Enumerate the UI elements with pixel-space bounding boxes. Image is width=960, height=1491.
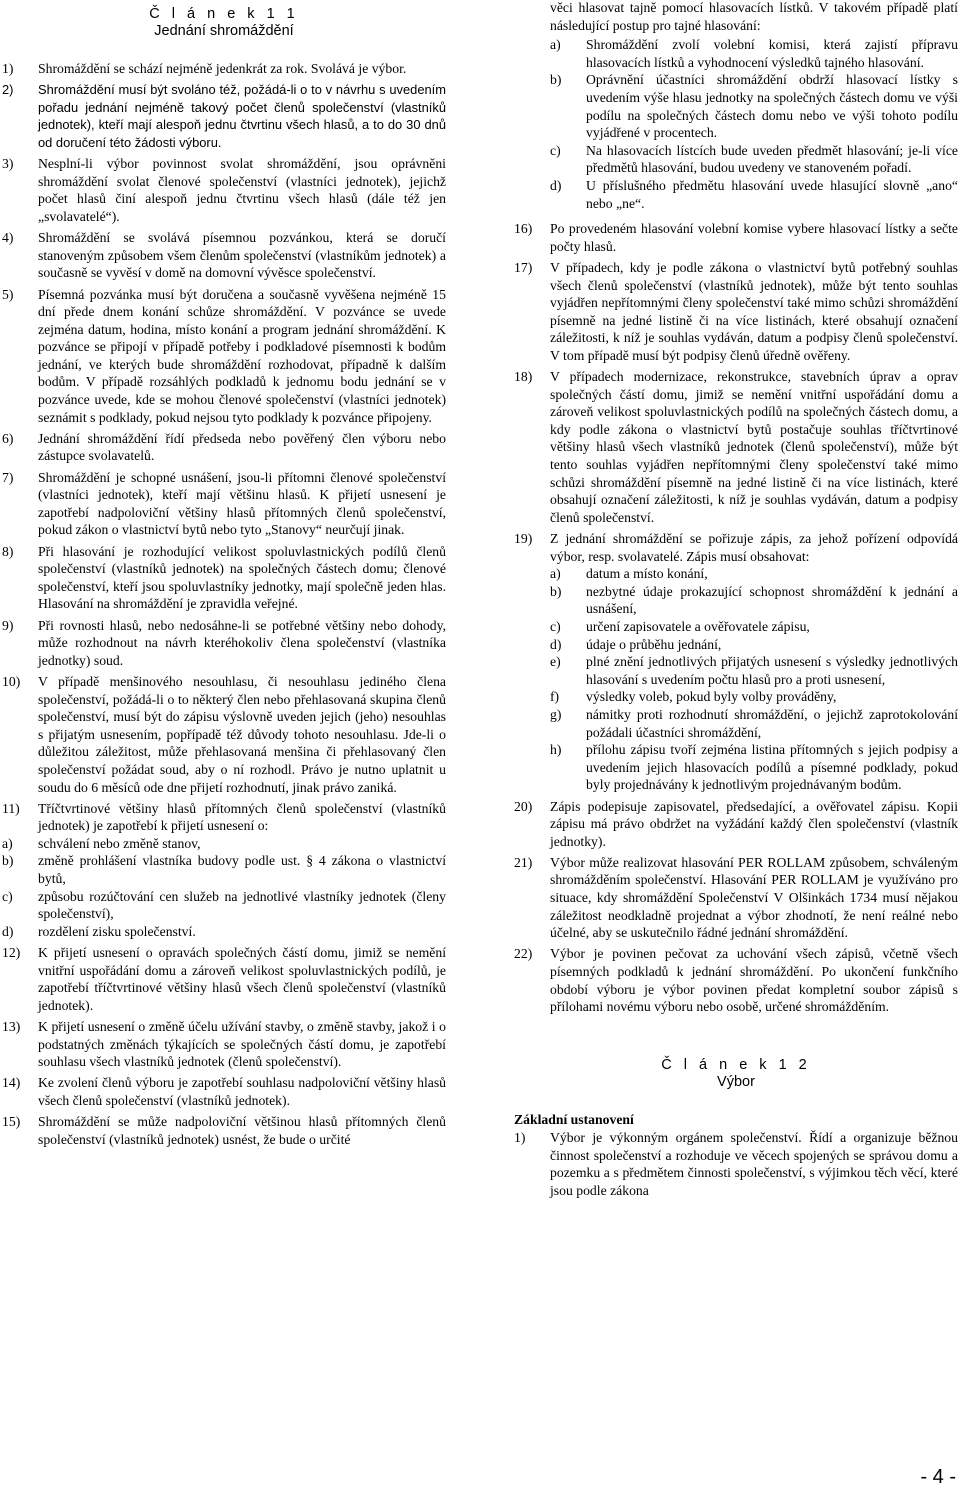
section-heading: Základní ustanovení [514, 1112, 634, 1128]
article-12-title: Č l á n e k 1 2 [661, 1057, 811, 1074]
sublist-item: c) Na hlasovacích lístcích bude uveden předmět hlasování; je-li více předmětů hlasování, budou uvedeny ve stanoveném pořadí. [550, 142, 958, 176]
sublist-item: c) způsobu rozúčtování cen služeb na jednotlivé vlastníky jednotek (členy společenství), [2, 888, 446, 922]
sublist-item: b) změně prohlášení vlastníka budovy podle ust. § 4 zákona o vlastnictví bytů, [2, 853, 446, 887]
list-item: 1) Shromáždění se schází nejméně jedenkrát za rok. Svolává je výbor. [2, 61, 407, 76]
list-item: 4) Shromáždění se svolává písemnou pozvánkou, která se doručí stanoveným způsobem všem členům společenství (vlastníkům jednotek) a současně se vyvěsí v domě na domovní vývěsce společenství. [2, 230, 446, 281]
sublist-item: a) Shromáždění zvolí volební komisi, která zajistí přípravu hlasovacích lístků a vyhodnocení výsledků tajného hlasování. [550, 37, 958, 70]
list-item: 12) K přijetí usnesení o opravách společných částí domu, jimiž se nemění vnitřní uspořádání domu a zároveň velikost spoluvlastnických podílů, je zapotřebí tříčtvrtinové většiny hlasů všech členů společenství (vlastníků jednotek). [2, 945, 446, 1013]
list-item: 16) Po provedeném hlasování volební komise vybere hlasovací lístky a sečte počty hlasů. [514, 221, 958, 254]
list-item: 22) Výbor je povinen pečovat za uchování všech zápisů, včetně všech písemných podkladů k jednání shromáždění. Po ukončení funkčního období výboru je výbor povinen předat kompletní soubor zápisů s přílohami novému výboru nebo osobě, určené shromážděním. [514, 946, 958, 1015]
list-item: 7) Shromáždění je schopné usnášení, jsou-li přítomni členové společenství (vlastníci jednotek), kteří mají většinu hlasů. K přijetí usnesení je zapotřebí nadpoloviční většiny hlasů přítomných členů společenství, pokud zákon o vlastnictví bytů nebo tyto „Stanovy“ neurčují jinak. [2, 469, 446, 538]
sublist-item: f) výsledky voleb, pokud byly volby prováděny, [550, 689, 837, 705]
sublist [550, 36, 958, 212]
article-12-subtitle: Výbor [717, 1074, 755, 1091]
sublist-item: d) rozdělení zisku společenství. [2, 923, 196, 939]
list-item: 13) K přijetí usnesení o změně účelu užívání stavby, o změně stavby, jakož i o podstatných změnách týkajících se společných částí domu, je zapotřebí souhlasu všech vlastníků jednotek (členů společenství). [2, 1019, 446, 1070]
sublist-item: h) přílohu zápisu tvoří zejména listina přítomných s jejich podpisy a uvedením jejich hlasovacích podílů a písemné podklady, pokud byly projednávány k jednotlivým projednávaným bodům. [550, 742, 958, 793]
sublist-item: g) námitky proti rozhodnutí shromáždění, o jejichž zaprotokolování požádali účastníci shromáždění, [550, 706, 958, 740]
list-item: 10) V případě menšinového nesouhlasu, či nesouhlasu jediného člena společenství, požádá-li o to některý člen nebo přehlasovaná skupina členů společenství, musí být do zápisu výslovně uveden jejich (jeho) nesouhlas s přijatým usnesením, popřípadě též důvody tohoto nesouhlasu. Jde-li o důležitou záležitost, může přehlasovaná menšina či přehlasovaný člen společenství požádat soud, aby o ní rozhodl. Právo je nutno uplatnit u soudu do 6 měsíců ode dne přijetí rozhodnutí, jinak právo zaniká. [2, 673, 446, 795]
list-item: 11) Tříčtvrtinové většiny hlasů přítomných členů společenství (vlastníků jednotek) je zapotřebí k přijetí usnesení o: [2, 800, 446, 834]
list-item: 20) Zápis podepisuje zapisovatel, předsedající, a ověřovatel zápisu. Kopii zápisu má právo obdržet na vyžádání každý člen společenství (vlastník jednotky). [514, 798, 958, 849]
list-item: 18) V případech modernizace, rekonstrukce, stavebních úprav a oprav společných částí domu, jimiž se nemění vnitřní uspořádání domu a zároveň velikost spoluvlastnických podílů na společných částech domu, a kdy podle zákona o vlastnictví bytů postačuje souhlas tříčtvrtinové většiny hlasů všech vlastníků jednotek (členů společenství), může být tento souhlas vyjádřen nepřítomnými členy společenství také mimo schůzi shromáždění písemně na jedné listině či na více listinách, které obsahují označení záležitosti, k níž je souhlas vydáván, datum a podpisy členů společenství. [514, 369, 958, 525]
article-11-heading [2, 6, 446, 40]
page-number: - 4 - [920, 1466, 956, 1488]
sublist-item: a) schválení nebo změně stanov, [2, 835, 201, 851]
right-column [514, 0, 958, 1203]
sublist-item: b) nezbytné údaje prokazující schopnost shromáždění k jednání a usnášení, [550, 583, 958, 617]
list-item: 14) Ke zvolení členů výboru je zapotřebí souhlasu nadpoloviční většiny hlasů všech členů společenství (vlastníků jednotek). [2, 1075, 446, 1108]
list-item: 15) Shromáždění se může nadpoloviční většinou hlasů přítomných členů společenství (vlastníků jednotek) usnést, že bude o určité [2, 1114, 446, 1147]
sublist-item: a) datum a místo konání, [550, 566, 708, 582]
sublist [2, 835, 446, 941]
sublist-item: e) plné znění jednotlivých přijatých usnesení s výsledky jednotlivých hlasování s uvedením počtu hlasů pro a proti usnesení, [550, 654, 958, 687]
left-column [2, 0, 446, 1152]
sublist-item: b) Oprávnění účastníci shromáždění obdrží hlasovací lístky s uvedením výše hlasu jednotky na společných částech domu ve výši podílu na společných částech domu nebo ve výši tohoto podílu vyjádřené v procentech. [550, 72, 958, 141]
sublist-item: d) údaje o průběhu jednání, [550, 636, 722, 652]
list-item: 1) Výbor je výkonným orgánem společenství. Řídí a organizuje běžnou činnost společenství a rozhoduje ve věcech spojených se správou domu a pozemku a s předmětem činnosti společenství, s výjimkou těch věcí, které jsou podle zákona [514, 1130, 958, 1198]
list-item: 5) Písemná pozvánka musí být doručena a současně vyvěšena nejméně 15 dní přede dnem konání schůze shromáždění. V pozvánce se uvede zejména datum, hodina, místo konání a program jednání shromáždění. K pozvánce se připojí v případě potřeby i podkladové písemnosti k bodům jednání, ve kterých bude shromáždění rozhodovat, případně k dalším bodům. V případě rozsáhlých podkladů k jednomu bodu jednání se v pozvánce uvede, kde se mohou členové společenství (vlastníci jednotek) seznámit s podklady, pokud nejsou tyto podklady k pozvánce připojeny. [2, 286, 446, 425]
list-item: 3) Nesplní-li výbor povinnost svolat shromáždění, jsou oprávněni shromáždění svolat členové společenství (vlastníci jednotek), jejichž počet hlasů činí alespoň jednu čtvrtinu všech hlasů (dále též jen „svolavatelé“). [2, 156, 446, 224]
article-12-heading [514, 1057, 958, 1091]
list-item: 21) Výbor může realizovat hlasování PER ROLLAM způsobem, schváleným shromážděním společenství. Hlasování PER ROLLAM je využíváno pro situace, kdy shromáždění Společenství V Olšinkách 1734 musí nějakou záležitost neodkladně projednat a výbor zhodnotí, že není reálné nebo účelné, aby se uskutečnilo řádné jednání shromáždění. [514, 854, 958, 941]
list-item: 19) Z jednání shromáždění se pořizuje zápis, za jehož pořízení odpovídá výbor, resp. svolavatelé. Zápis musí obsahovat: [514, 531, 958, 564]
list-item: 17) V případech, kdy je podle zákona o vlastnictví bytů potřebný souhlas všech členů společenství (vlastníků jednotek), může být tento souhlas vyjádřen nepřítomnými členy společenství také mimo schůzi shromáždění písemně na jedné listině či na více listinách, které obsahují označení záležitosti, k níž je souhlas vydáván, datum a podpisy členů společenství. V tom případě musí být podpisy členů úředně ověřeny. [514, 259, 958, 363]
sublist-item: c) určení zapisovatele a ověřovatele zápisu, [550, 618, 810, 634]
article-11-subtitle: Jednání shromáždění [154, 23, 294, 39]
list-item: 9) Při rovnosti hlasů, nebo nedosáhne-li se potřebné většiny nebo dohody, může rozhodnout na návrh kteréhokoliv člena společenství (vlastníka jednotky) soud. [2, 617, 446, 668]
list-item: 8) Při hlasování je rozhodující velikost spoluvlastnických podílů členů společenství (vlastníků jednotek) na společných částech domu; členové společenství, kteří jsou spoluvlastníky jednotky, mají společně jeden hlas. Hlasování na shromáždění je zpravidla veřejné. [2, 543, 446, 612]
item-15-continuation: věci hlasovat tajně pomocí hlasovacích lístků. V takovém případě platí následující postup pro tajné hlasování: [550, 0, 958, 33]
list-item: 2) Shromáždění musí být svoláno též, požádá-li o to v návrhu s uvedením pořadu jednání nejméně takový počet členů společenství (vlastníků jednotek), kteří mají alespoň jednu čtvrtinu všech hlasů, a to do 30 dnů od doručení této žádosti výboru. [2, 82, 446, 150]
list-item: 6) Jednání shromáždění řídí předseda nebo pověřený člen výboru nebo zástupce svolavatelů. [2, 430, 446, 464]
sublist [550, 565, 958, 794]
sublist-item: d) U příslušného předmětu hlasování uvede hlasující slovně „ano“ nebo „ne“. [550, 177, 958, 211]
article-11-title: Č l á n e k 1 1 [149, 6, 299, 22]
